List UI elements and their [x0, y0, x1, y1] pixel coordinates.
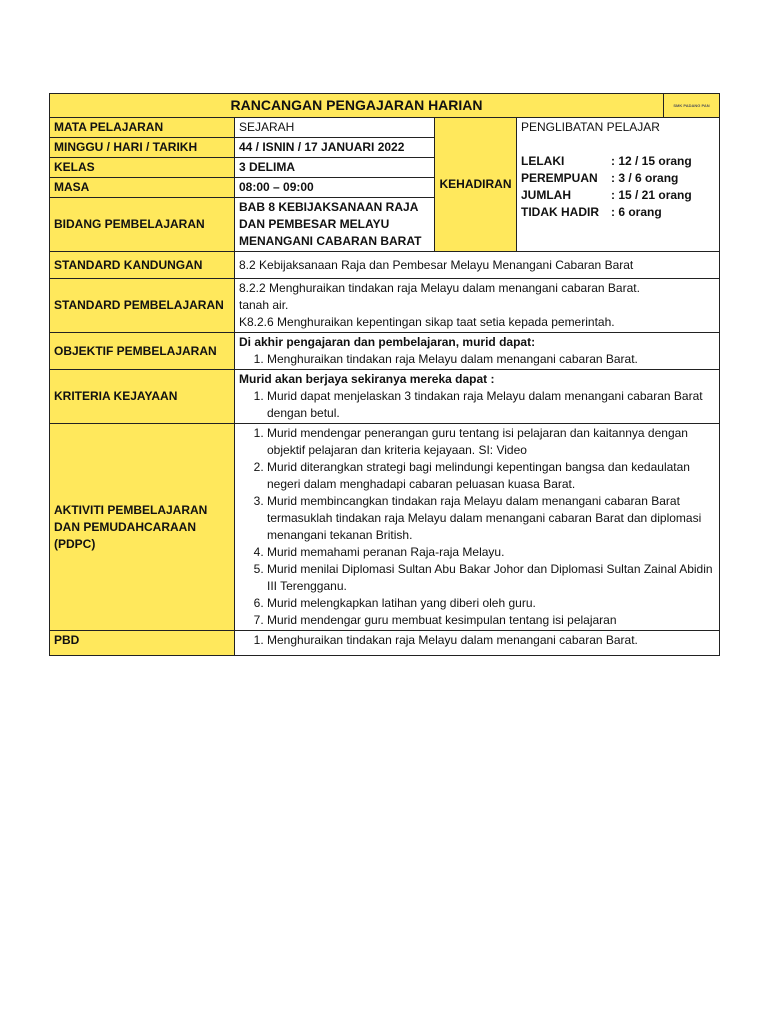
attendance-key: LELAKI [521, 154, 565, 168]
class-value: 3 DELIMA [235, 158, 435, 178]
week-day-date-value: 44 / ISNIN / 17 JANUARI 2022 [235, 138, 435, 158]
week-day-date-label: MINGGU / HARI / TARIKH [50, 138, 235, 158]
attendance-key: JUMLAH [521, 188, 571, 202]
list-item: 3. Murid membincangkan tindakan raja Melayu dalam menangani cabaran Barat termasuklah tindakan raja Melayu dalam menangani cabaran Barat dan diplomasi menangani tekanan British. [267, 493, 715, 544]
activities-label: AKTIVITI PEMBELAJARAN DAN PEMUDAHCARAAN (PDPC) [50, 424, 235, 631]
learning-standard-line: 8.2.2 Menghuraikan tindakan raja Melayu dalam menangani cabaran Barat. [239, 281, 640, 295]
attendance-item [521, 153, 715, 170]
row-success-criteria [50, 370, 720, 424]
row-learning-standard [50, 279, 720, 333]
subject-value: SEJARAH [235, 118, 435, 138]
attendance-label: KEHADIRAN [435, 118, 517, 252]
objective-intro: Di akhir pengajaran dan pembelajaran, murid dapat: [239, 335, 536, 349]
attendance-value: : 15 / 21 orang [611, 188, 692, 202]
list-item: 5. Murid menilai Diplomasi Sultan Abu Bakar Johor dan Diplomasi Sultan Zainal Abidin III Terengganu. [267, 561, 715, 595]
attendance-value: : 6 orang [611, 205, 662, 219]
row-activities [50, 424, 720, 631]
row-subject [50, 118, 720, 138]
title-row [50, 94, 720, 118]
attendance-item [521, 187, 715, 204]
pbd-list [239, 632, 715, 649]
learning-standard-label: STANDARD PEMBELAJARAN [50, 279, 235, 333]
content-standard-label: STANDARD KANDUNGAN [50, 252, 235, 279]
lesson-plan-table [49, 93, 720, 656]
success-criteria-box [235, 370, 720, 424]
attendance-key: TIDAK HADIR [521, 205, 599, 219]
objective-label: OBJEKTIF PEMBELAJARAN [50, 333, 235, 370]
objective-box [235, 333, 720, 370]
list-item: 6. Murid melengkapkan latihan yang diberi oleh guru. [267, 595, 715, 612]
list-item: 2. Murid diterangkan strategi bagi melindungi kepentingan bangsa dan kedaulatan negeri dalam menghadapi cabaran peluasan kuasa Barat. [267, 459, 715, 493]
activities-box [235, 424, 720, 631]
attendance-item [521, 204, 715, 221]
class-label: KELAS [50, 158, 235, 178]
field-label: BIDANG PEMBELAJARAN [50, 198, 235, 252]
success-criteria-intro: Murid akan berjaya sekiranya mereka dapat : [239, 372, 495, 386]
page-title: RANCANGAN PENGAJARAN HARIAN [50, 94, 664, 118]
row-content-standard [50, 252, 720, 279]
time-value: 08:00 – 09:00 [235, 178, 435, 198]
success-criteria-list [239, 388, 715, 422]
success-criteria-label: KRITERIA KEJAYAAN [50, 370, 235, 424]
field-value: BAB 8 KEBIJAKSANAAN RAJA DAN PEMBESAR MELAYU MENANGANI CABARAN BARAT [235, 198, 435, 252]
objective-list [239, 351, 715, 368]
attendance-value: : 3 / 6 orang [611, 171, 679, 185]
row-objective [50, 333, 720, 370]
attendance-heading: PENGLIBATAN PELAJAR [521, 120, 660, 134]
school-logo-text: SMK PADANG PAN [664, 94, 720, 118]
row-pbd [50, 631, 720, 656]
learning-standard-line: tanah air. [239, 298, 289, 312]
attendance-item [521, 170, 715, 187]
list-item: 1. Murid mendengar penerangan guru tentang isi pelajaran dan kaitannya dengan objektif pelajaran dan kriteria kejayaan. SI: Video [267, 425, 715, 459]
list-item: 1. Menghuraikan tindakan raja Melayu dalam menangani cabaran Barat. [267, 351, 715, 368]
list-item: 1. Menghuraikan tindakan raja Melayu dalam menangani cabaran Barat. [267, 632, 715, 649]
list-item: 1. Murid dapat menjelaskan 3 tindakan raja Melayu dalam menangani cabaran Barat dengan betul. [267, 388, 715, 422]
attendance-box [517, 118, 720, 252]
pbd-label: PBD [50, 631, 235, 656]
subject-label: MATA PELAJARAN [50, 118, 235, 138]
attendance-value: : 12 / 15 orang [611, 154, 692, 168]
learning-standard-line: K8.2.6 Menghuraikan kepentingan sikap taat setia kepada pemerintah. [239, 315, 615, 329]
list-item: 7. Murid mendengar guru membuat kesimpulan tentang isi pelajaran [267, 612, 715, 629]
lesson-plan [49, 93, 719, 656]
content-standard-value: 8.2 Kebijaksanaan Raja dan Pembesar Melayu Menangani Cabaran Barat [235, 252, 720, 279]
activities-list [239, 425, 715, 629]
attendance-key: PEREMPUAN [521, 171, 598, 185]
list-item: 4. Murid memahami peranan Raja-raja Melayu. [267, 544, 715, 561]
learning-standard-box [235, 279, 720, 333]
time-label: MASA [50, 178, 235, 198]
pbd-box [235, 631, 720, 656]
